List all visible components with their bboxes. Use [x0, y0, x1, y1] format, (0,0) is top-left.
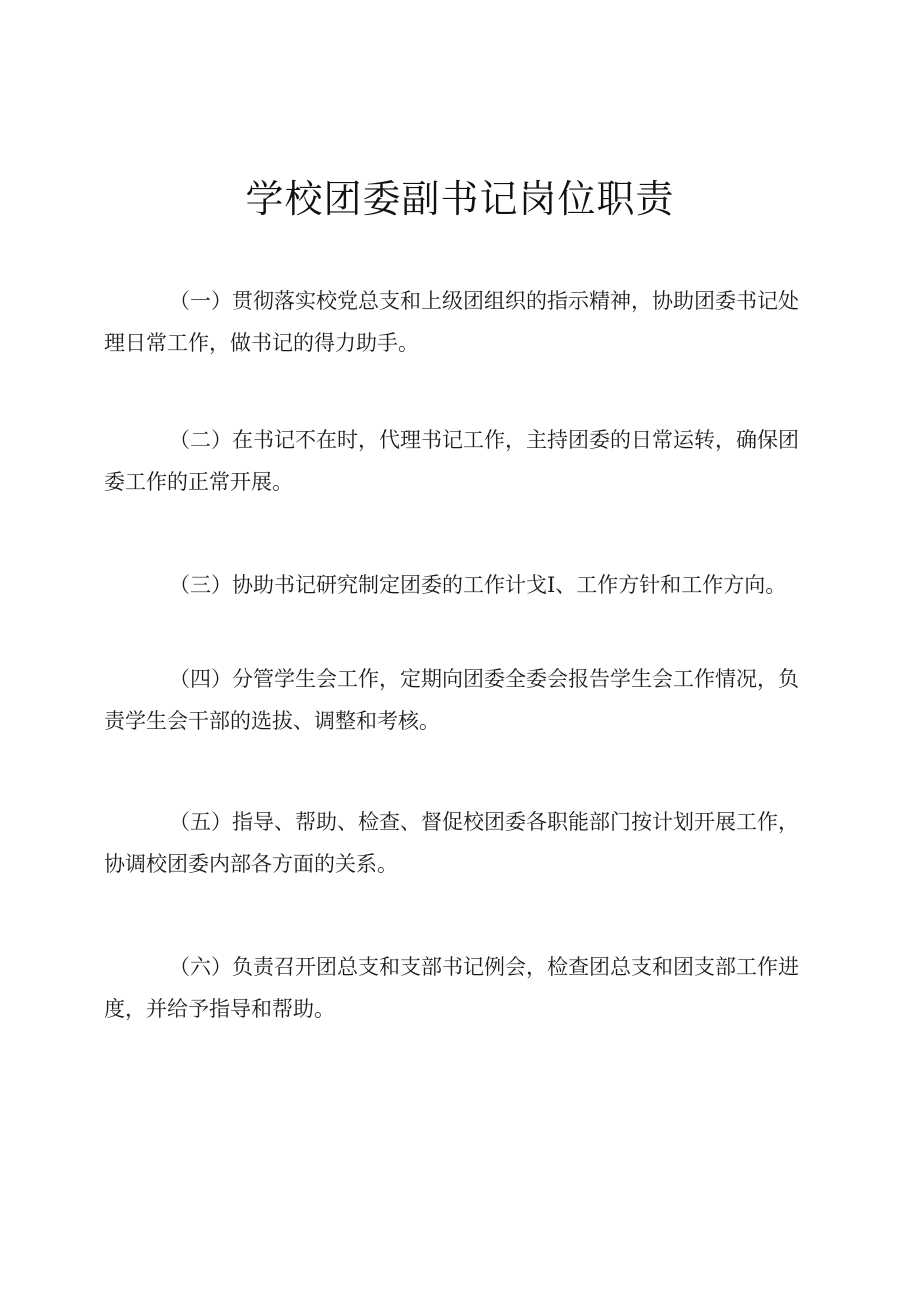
- duty-paragraph-4: （四）分管学生会工作，定期向团委全委会报告学生会工作情况，负责学生会干部的选拔、调整和考核。: [104, 667, 799, 733]
- duty-paragraph-2: （二）在书记不在时，代理书记工作，主持团委的日常运转，确保团委工作的正常开展。: [104, 428, 799, 494]
- document-title: 学校团委副书记岗位职责: [245, 177, 675, 221]
- duty-paragraph-3: （三）协助书记研究制定团委的工作计戈I、工作方针和工作方向。: [169, 573, 787, 597]
- duty-paragraph-1: （一）贯彻落实校党总支和上级团组织的指示精神，协助团委书记处理日常工作，做书记的得力助手。: [104, 289, 799, 355]
- duty-paragraph-5: （五）指导、帮助、检查、督促校团委各职能部门按计划开展工作，协调校团委内部各方面的关系。: [104, 810, 799, 876]
- duty-paragraph-6: （六）负责召开团总支和支部书记例会，检查团总支和团支部工作进度，并给予指导和帮助。: [104, 955, 799, 1021]
